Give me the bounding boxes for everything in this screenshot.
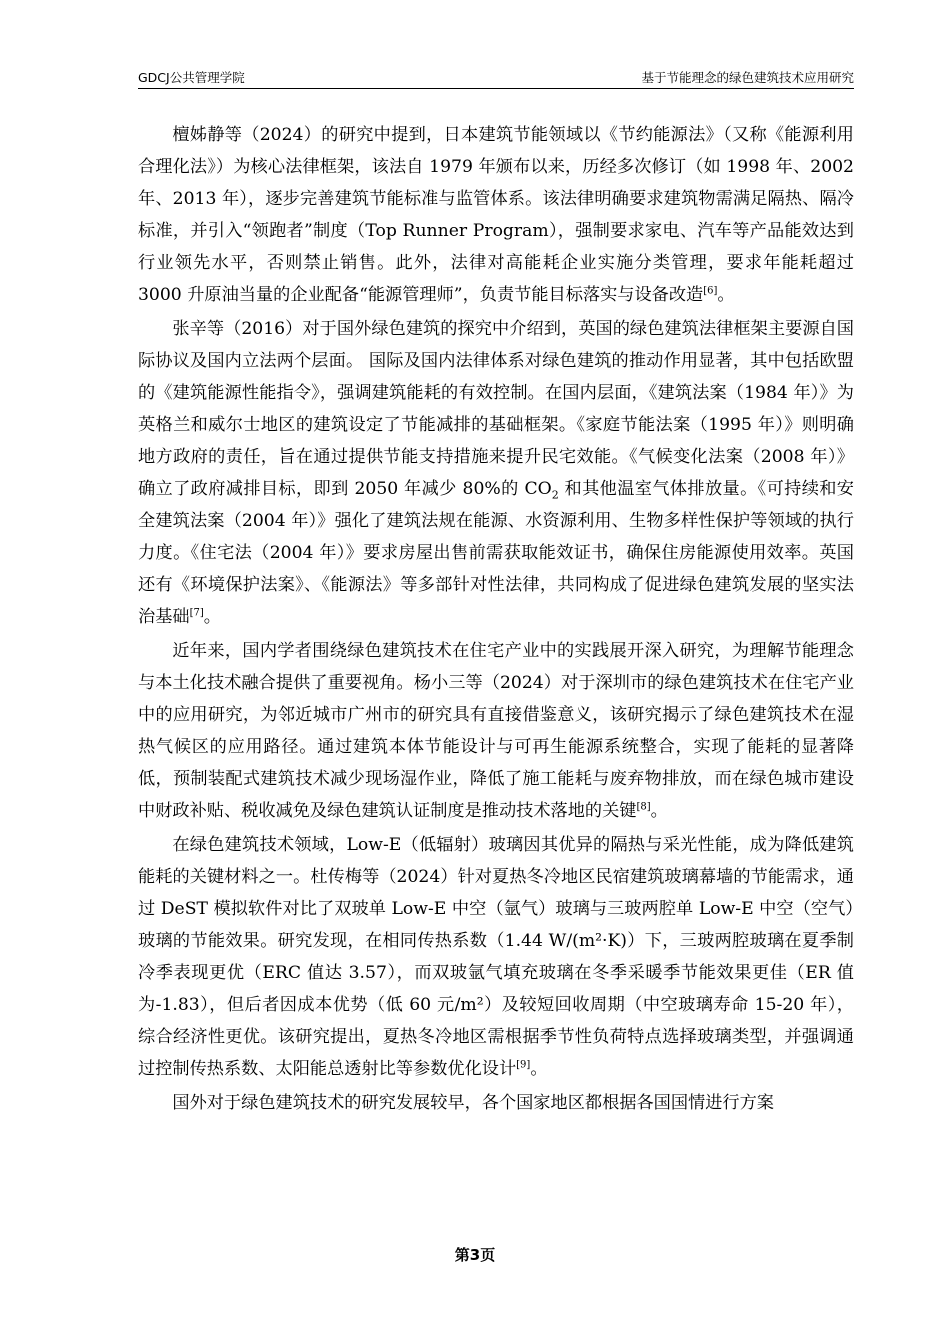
paragraph-end: 。 bbox=[530, 1059, 548, 1079]
paragraph-text: 近年来，国内学者围绕绿色建筑技术在住宅产业中的实践展开深入研究，为理解节能理念与本土化技术融合提供了重要视角。杨小三等（2024）对于深圳市的绿色建筑技术在住宅产业中的应用研究，为邻近城市广州市的研究具有直接借鉴意义，该研究揭示了绿色建筑技术在湿热气候区的应用路径。通过建筑本体节能设计与可再生能源系统整合，实现了能耗的显著降低，预制装配式建筑技术减少现场湿作业，降低了施工能耗与废弃物排放，而在绿色城市建设中财政补贴、税收减免及绿色建筑认证制度是推动技术落地的关键 bbox=[138, 641, 854, 821]
header-title: 基于节能理念的绿色建筑技术应用研究 bbox=[641, 70, 854, 85]
paragraph-1 bbox=[138, 119, 854, 311]
paragraph-end: 。 bbox=[203, 607, 221, 627]
paragraph-2 bbox=[138, 313, 854, 633]
paragraph-text-continued: 和其他温室气体排放量。《可持续和安全建筑法案（2004 年）》强化了建筑法规在能源、水资源利用、生物多样性保护等领域的执行力度。《住宅法（2004 年）》要求房屋出售前需获取能效证书，确保住房能源使用效率。英国还有《环境保护法案》、《能源法》等多部针对性法律，共同构成了促进绿色建筑发展的坚实法治基础 bbox=[138, 479, 854, 627]
paragraph-end: 。 bbox=[717, 285, 735, 305]
paragraph-end: 。 bbox=[650, 801, 668, 821]
body-text bbox=[138, 119, 854, 1121]
paragraph-text: 张辛等（2016）对于国外绿色建筑的探究中介绍到，英国的绿色建筑法律框架主要源自国际协议及国内立法两个层面。 国际及国内法律体系对绿色建筑的推动作用显著，其中包括欧盟的《建筑能源性能指令》，强调建筑能耗的有效控制。在国内层面，《建筑法案（1984 年）》为英格兰和威尔士地区的建筑设定了节能减排的基础框架。《家庭节能法案（1995 年）》则明确地方政府的责任，旨在通过提供节能支持措施来提升民宅效能。《气候变化法案（2008 年）》确立了政府减排目标，即到 2050 年减少 80%的 CO bbox=[138, 319, 854, 499]
page-header bbox=[138, 66, 854, 89]
paragraph-5 bbox=[138, 1087, 854, 1119]
paragraph-text: 国外对于绿色建筑技术的研究发展较早，各个国家地区都根据各国国情进行方案 bbox=[172, 1093, 774, 1113]
paragraph-4 bbox=[138, 829, 854, 1085]
paragraph-3 bbox=[138, 635, 854, 827]
paragraph-text: 在绿色建筑技术领域，Low-E（低辐射）玻璃因其优异的隔热与采光性能，成为降低建筑能耗的关键材料之一。杜传梅等（2024）针对夏热冬冷地区民宿建筑玻璃幕墙的节能需求，通过 DeST 模拟软件对比了双玻单 Low-E 中空（氩气）玻璃与三玻两腔单 Low-E 中空（空气）玻璃的节能效果。研究发现，在相同传热系数（1.44 W/(m²·K)）下，三玻两腔玻璃在夏季制冷季表现更优（ERC 值达 3.57），而双玻氩气填充玻璃在冬季采暖季节能效果更佳（ER 值为-1.83），但后者因成本优势（低 60 元/m²）及较短回收周期（中空玻璃寿命 15-20 年），综合经济性更优。该研究提出，夏热冬冷地区需根据季节性负荷特点选择玻璃类型，并强调通过控制传热系数、太阳能总透射比等参数优化设计 bbox=[138, 835, 854, 1079]
citation-ref: [9] bbox=[516, 1059, 531, 1071]
header-institution: GDCJ公共管理学院 bbox=[138, 70, 245, 85]
page-number: 第3页 bbox=[454, 1246, 496, 1264]
citation-ref: [7] bbox=[189, 607, 204, 619]
paragraph-text: 檀姊静等（2024）的研究中提到，日本建筑节能领域以《节约能源法》（又称《能源利用合理化法》）为核心法律框架，该法自 1979 年颁布以来，历经多次修订（如 1998 年、2002 年、2013 年），逐步完善建筑节能标准与监管体系。该法律明确要求建筑物需满足隔热、隔冷标准，并引入“领跑者”制度（Top Runner Program），强制要求家电、汽车等产品能效达到行业领先水平，否则禁止销售。此外，法律对高能耗企业实施分类管理，要求年能耗超过 3000 升原油当量的企业配备“能源管理师”，负责节能目标落实与设备改造 bbox=[138, 125, 854, 305]
subscript: 2 bbox=[551, 488, 559, 502]
citation-ref: [8] bbox=[636, 801, 651, 813]
citation-ref: [6] bbox=[703, 285, 718, 297]
